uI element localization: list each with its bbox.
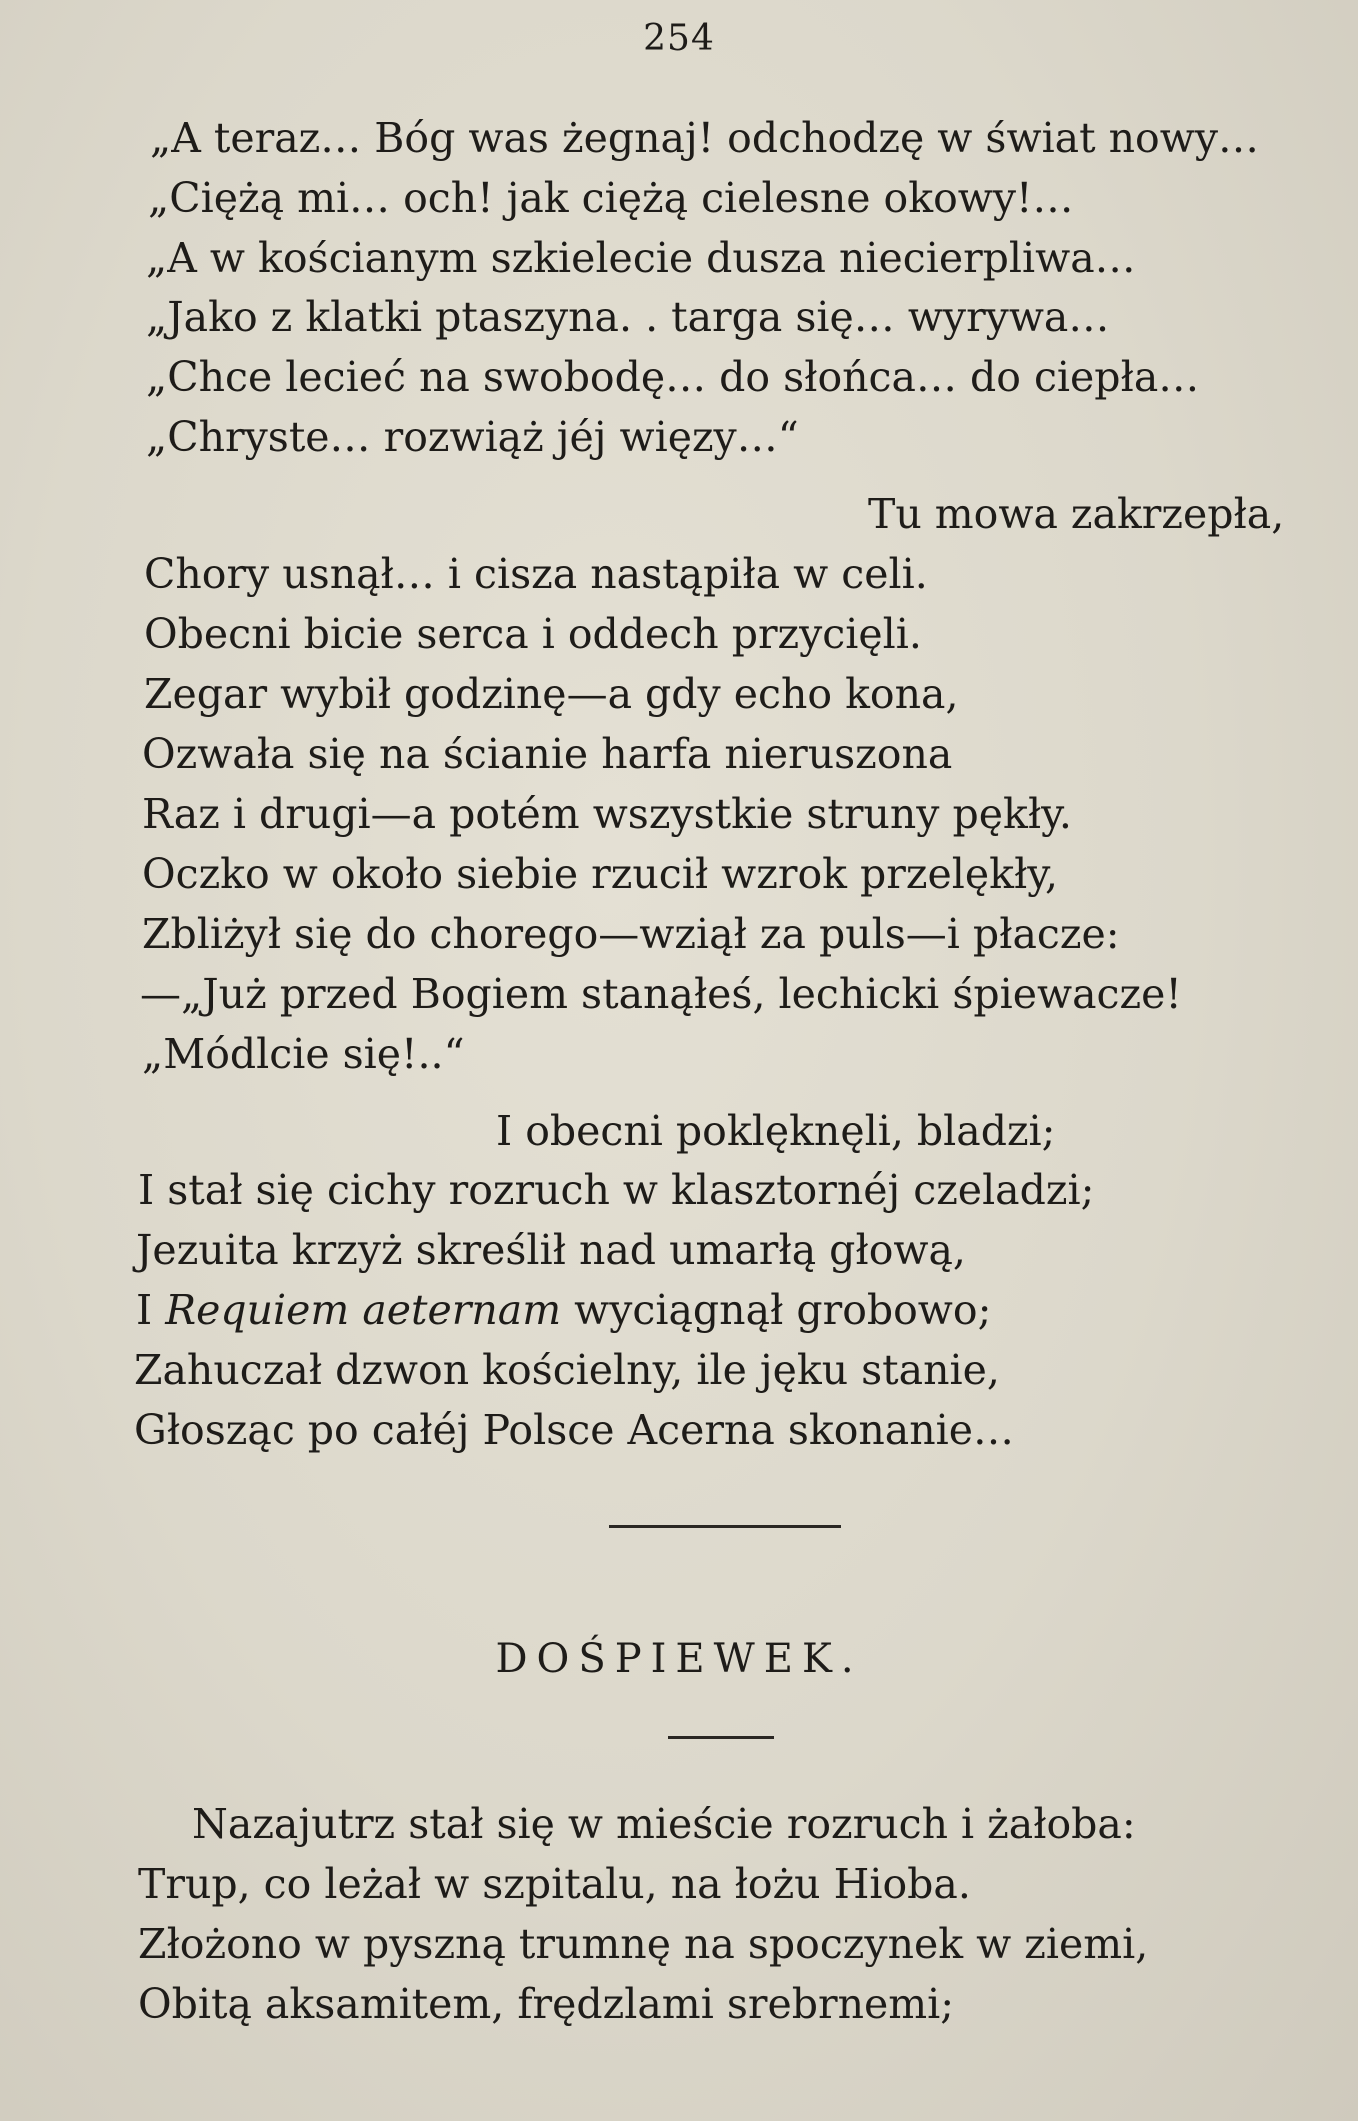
verse-line-indented: I obecni poklęknęli, bladzi; — [496, 1107, 1056, 1155]
verse-line: Trup, co leżał w szpitalu, na łożu Hioba. — [138, 1860, 971, 1908]
verse-line: Obitą aksamitem, frędzlami srebrnemi; — [138, 1980, 955, 2028]
verse-word: wyciągnął grobowo; — [574, 1286, 992, 1334]
verse-line: Nazajutrz stał się w mieście rozruch i żałoba: — [192, 1800, 1136, 1848]
section-title: DOŚPIEWEK. — [495, 1636, 863, 1682]
verse-line: —„Już przed Bogiem stanąłeś, lechicki śpiewacze! — [140, 970, 1182, 1018]
verse-line: „A w kościanym szkielecie dusza niecierpliwa… — [146, 234, 1136, 282]
title-underline — [668, 1736, 774, 1739]
verse-line: Jezuita krzyż skreślił nad umarłą głową, — [136, 1226, 966, 1274]
verse-line — [136, 1286, 991, 1334]
verse-line: „Módlcie się!..“ — [142, 1030, 465, 1078]
verse-line: „A teraz… Bóg was żegnaj! odchodzę w świat nowy… — [150, 114, 1259, 162]
verse-line: Głosząc po całéj Polsce Acerna skonanie… — [134, 1406, 1015, 1454]
verse-line: I stał się cichy rozruch w klasztornéj czeladzi; — [138, 1166, 1095, 1214]
verse-line: „Chce lecieć na swobodę… do słońca… do ciepła… — [146, 353, 1200, 401]
verse-word: I — [136, 1286, 153, 1334]
verse-line: Chory usnął… i cisza nastąpiła w celi. — [144, 550, 928, 598]
verse-line-indented: Tu mowa zakrzepła, — [868, 490, 1285, 538]
verse-line: Obecni bicie serca i oddech przycięli. — [144, 610, 922, 658]
verse-line: Zbliżył się do chorego—wziął za puls—i płacze: — [142, 910, 1120, 958]
verse-line: Ozwała się na ścianie harfa nieruszona — [142, 730, 953, 778]
verse-line: „Jako z klatki ptaszyna. . targa się… wyrywa… — [146, 293, 1110, 341]
section-divider — [609, 1525, 841, 1528]
verse-line: Zegar wybił godzinę—a gdy echo kona, — [144, 670, 959, 718]
verse-line: Złożono w pyszną trumnę na spoczynek w ziemi, — [138, 1920, 1149, 1968]
verse-line: Zahuczał dzwon kościelny, ile jęku stanie, — [134, 1346, 1000, 1394]
latin-phrase: Requiem aeternam — [165, 1286, 562, 1334]
verse-line: Oczko w około siebie rzucił wzrok przelękły, — [142, 850, 1058, 898]
verse-line: „Chryste… rozwiąż jéj więzy…“ — [146, 413, 799, 461]
verse-line: Raz i drugi—a potém wszystkie struny pękły. — [142, 790, 1072, 838]
page-number: 254 — [643, 18, 715, 59]
verse-line: „Ciężą mi… och! jak ciężą cielesne okowy!… — [148, 174, 1074, 222]
